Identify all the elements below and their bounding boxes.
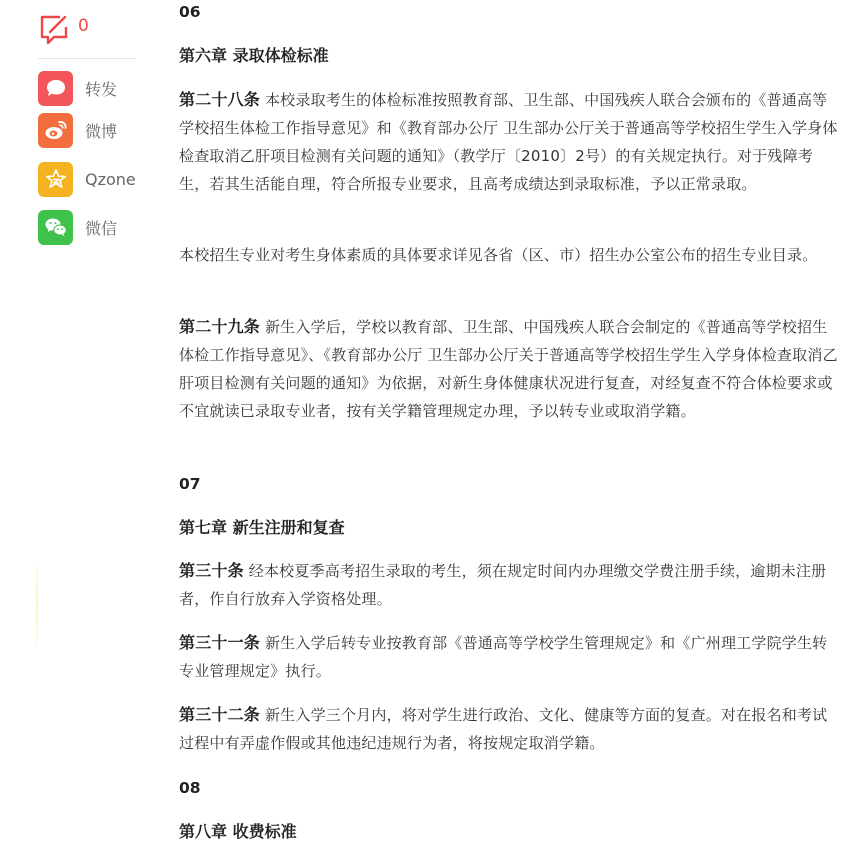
article-28-text: 本校录取考生的体检标准按照教育部、卫生部、中国残疾人联合会颁布的《普通高等学校招生体检工作指导意见》和《教育部办公厅 卫生部办公厅关于普通高等学校招生学生入学身体检查取消乙肝项目检测有关问题的通知》（教学厅〔2010〕2号）的有关规定执行。对于残障考生，若其生活能自理，符合所报专业要求，且高考成绩达到录取标准，予以正常录取。 <box>179 91 838 193</box>
share-wechat-button[interactable] <box>38 209 117 245</box>
article-29 <box>179 313 839 425</box>
share-repost-label: 转发 <box>85 79 118 99</box>
comment-edit-icon <box>38 13 70 45</box>
section-number-07: 07 <box>179 475 201 493</box>
qzone-star-icon <box>38 162 73 197</box>
article-28-note: 本校招生专业对考生身体素质的具体要求详见各省（区、市）招生办公室公布的招生专业目录。 <box>179 246 818 264</box>
chapter-6-title: 第六章 录取体检标准 <box>179 46 329 65</box>
sidebar-divider <box>38 58 136 59</box>
share-sidebar <box>0 0 150 861</box>
article-31-text: 新生入学后转专业按教育部《普通高等学校学生管理规定》和《广州理工学院学生转专业管理规定》执行。 <box>179 634 828 680</box>
wechat-icon <box>38 210 73 245</box>
comment-count: 0 <box>78 16 89 36</box>
article-31-title: 第三十一条 <box>179 633 261 652</box>
chapter-7-title: 第七章 新生注册和复查 <box>179 518 345 537</box>
chapter-8-title: 第八章 收费标准 <box>179 822 297 841</box>
section-number-06: 06 <box>179 3 201 21</box>
share-qzone-button[interactable] <box>38 161 136 197</box>
article-28 <box>179 86 839 198</box>
article-32 <box>179 701 839 757</box>
decorative-strip <box>36 565 38 645</box>
article-32-text: 新生入学三个月内，将对学生进行政治、文化、健康等方面的复查。对在报名和考试过程中有弄虚作假或其他违纪违规行为者，将按规定取消学籍。 <box>179 706 828 752</box>
article-30-title: 第三十条 <box>179 561 244 580</box>
article-28-title: 第二十八条 <box>179 90 261 109</box>
article-29-title: 第二十九条 <box>179 317 261 336</box>
article-32-title: 第三十二条 <box>179 705 261 724</box>
share-repost-button[interactable] <box>38 70 117 106</box>
weibo-icon <box>38 113 73 148</box>
share-weibo-button[interactable] <box>38 112 117 148</box>
share-qzone-label: Qzone <box>85 169 136 189</box>
article-30-text: 经本校夏季高考招生录取的考生，须在规定时间内办理缴交学费注册手续，逾期未注册者，作自行放弃入学资格处理。 <box>179 562 827 608</box>
chat-bubble-icon <box>38 71 73 106</box>
share-weibo-label: 微博 <box>85 121 118 141</box>
section-number-08: 08 <box>179 779 201 797</box>
article-30 <box>179 557 839 613</box>
article-29-text: 新生入学后，学校以教育部、卫生部、中国残疾人联合会制定的《普通高等学校招生体检工作指导意见》、《教育部办公厅 卫生部办公厅关于普通高等学校招生学生入学身体检查取消乙肝项目检测有关问题的通知》为依据，对新生身体健康状况进行复查，对经复查不符合体检要求或不宜就读已录取专业者，按有关学籍管理规定办理，予以转专业或取消学籍。 <box>179 318 838 420</box>
share-wechat-label: 微信 <box>85 218 118 238</box>
comment-button[interactable] <box>38 13 89 45</box>
article-31 <box>179 629 839 685</box>
